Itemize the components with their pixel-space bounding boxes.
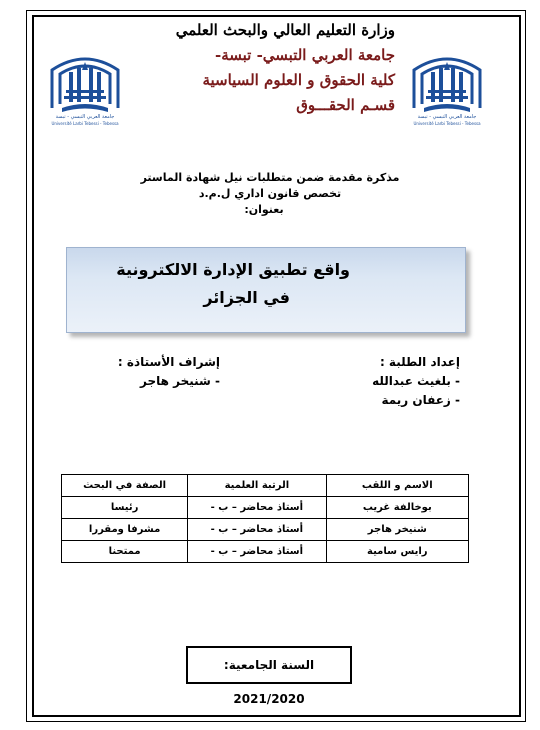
table-cell: بوخالفة غريب bbox=[326, 497, 468, 519]
table-row bbox=[62, 497, 469, 519]
student-name: - بلغيث عبدالله bbox=[372, 374, 460, 388]
thesis-title-line2: في الجزائر bbox=[203, 288, 290, 307]
department-name: قسـم الحقـــوق bbox=[296, 96, 395, 114]
table-cell: أستاذ محاضر – ب - bbox=[188, 497, 326, 519]
university-logo-right bbox=[404, 50, 490, 130]
supervisor-section bbox=[118, 353, 220, 391]
column-header-rank: الرتبة العلمية bbox=[188, 475, 326, 497]
jury-table bbox=[61, 474, 469, 563]
table-cell: ممتحنا bbox=[62, 541, 188, 563]
table-row bbox=[62, 519, 469, 541]
column-header-role: الصفة في البحث bbox=[62, 475, 188, 497]
table-cell: أستاذ محاضر – ب - bbox=[188, 541, 326, 563]
university-name: جامعة العربي التبسي- تبسة- bbox=[215, 46, 395, 64]
ministry-name: وزارة التعليم العالي والبحث العلمي bbox=[175, 21, 395, 39]
university-logo-left bbox=[42, 50, 128, 130]
memo-description bbox=[0, 170, 540, 218]
logo-caption-french: Université Larbi Tebessi - Tebessa bbox=[413, 121, 481, 126]
supervisor-label: إشراف الأستاذة : bbox=[117, 355, 220, 369]
students-section bbox=[372, 353, 460, 410]
logo-caption-arabic: جامعة العربي التبسي - تبسة bbox=[417, 114, 477, 120]
academic-year-box: السنة الجامعية: 2021/2020 bbox=[186, 646, 352, 684]
thesis-title-line1: واقع تطبيق الإدارة الالكترونية bbox=[116, 260, 350, 279]
memo-line-specialty: تخصص قانون اداري ل.م.د bbox=[198, 187, 342, 200]
table-cell: أستاذ محاضر – ب - bbox=[188, 519, 326, 541]
table-cell: رئيسا bbox=[62, 497, 188, 519]
thesis-title-box bbox=[66, 247, 466, 333]
table-cell: رايس سامية bbox=[326, 541, 468, 563]
table-cell: شنيخر هاجر bbox=[326, 519, 468, 541]
memo-line-title-label: بعنوان: bbox=[244, 203, 284, 216]
table-cell: مشرفا ومقررا bbox=[62, 519, 188, 541]
university-emblem-icon bbox=[404, 50, 490, 114]
supervisor-name: - شنيخر هاجر bbox=[140, 374, 220, 388]
column-header-name: الاسم و اللقب bbox=[326, 475, 468, 497]
memo-line-degree: مذكرة مقدمة ضمن متطلبات نيل شهادة الماستر bbox=[140, 171, 400, 184]
table-row bbox=[62, 541, 469, 563]
student-name: - زعفان ريمة bbox=[381, 393, 460, 407]
logo-caption-arabic: جامعة العربي التبسي - تبسة bbox=[55, 114, 115, 120]
university-emblem-icon bbox=[42, 50, 128, 114]
institution-header bbox=[176, 18, 395, 118]
students-label: إعداد الطلبة : bbox=[379, 355, 460, 369]
faculty-name: كلية الحقوق و العلوم السياسية bbox=[202, 71, 395, 89]
logo-caption-french: Université Larbi Tebessi - Tebessa bbox=[51, 121, 119, 126]
table-header-row bbox=[62, 475, 469, 497]
